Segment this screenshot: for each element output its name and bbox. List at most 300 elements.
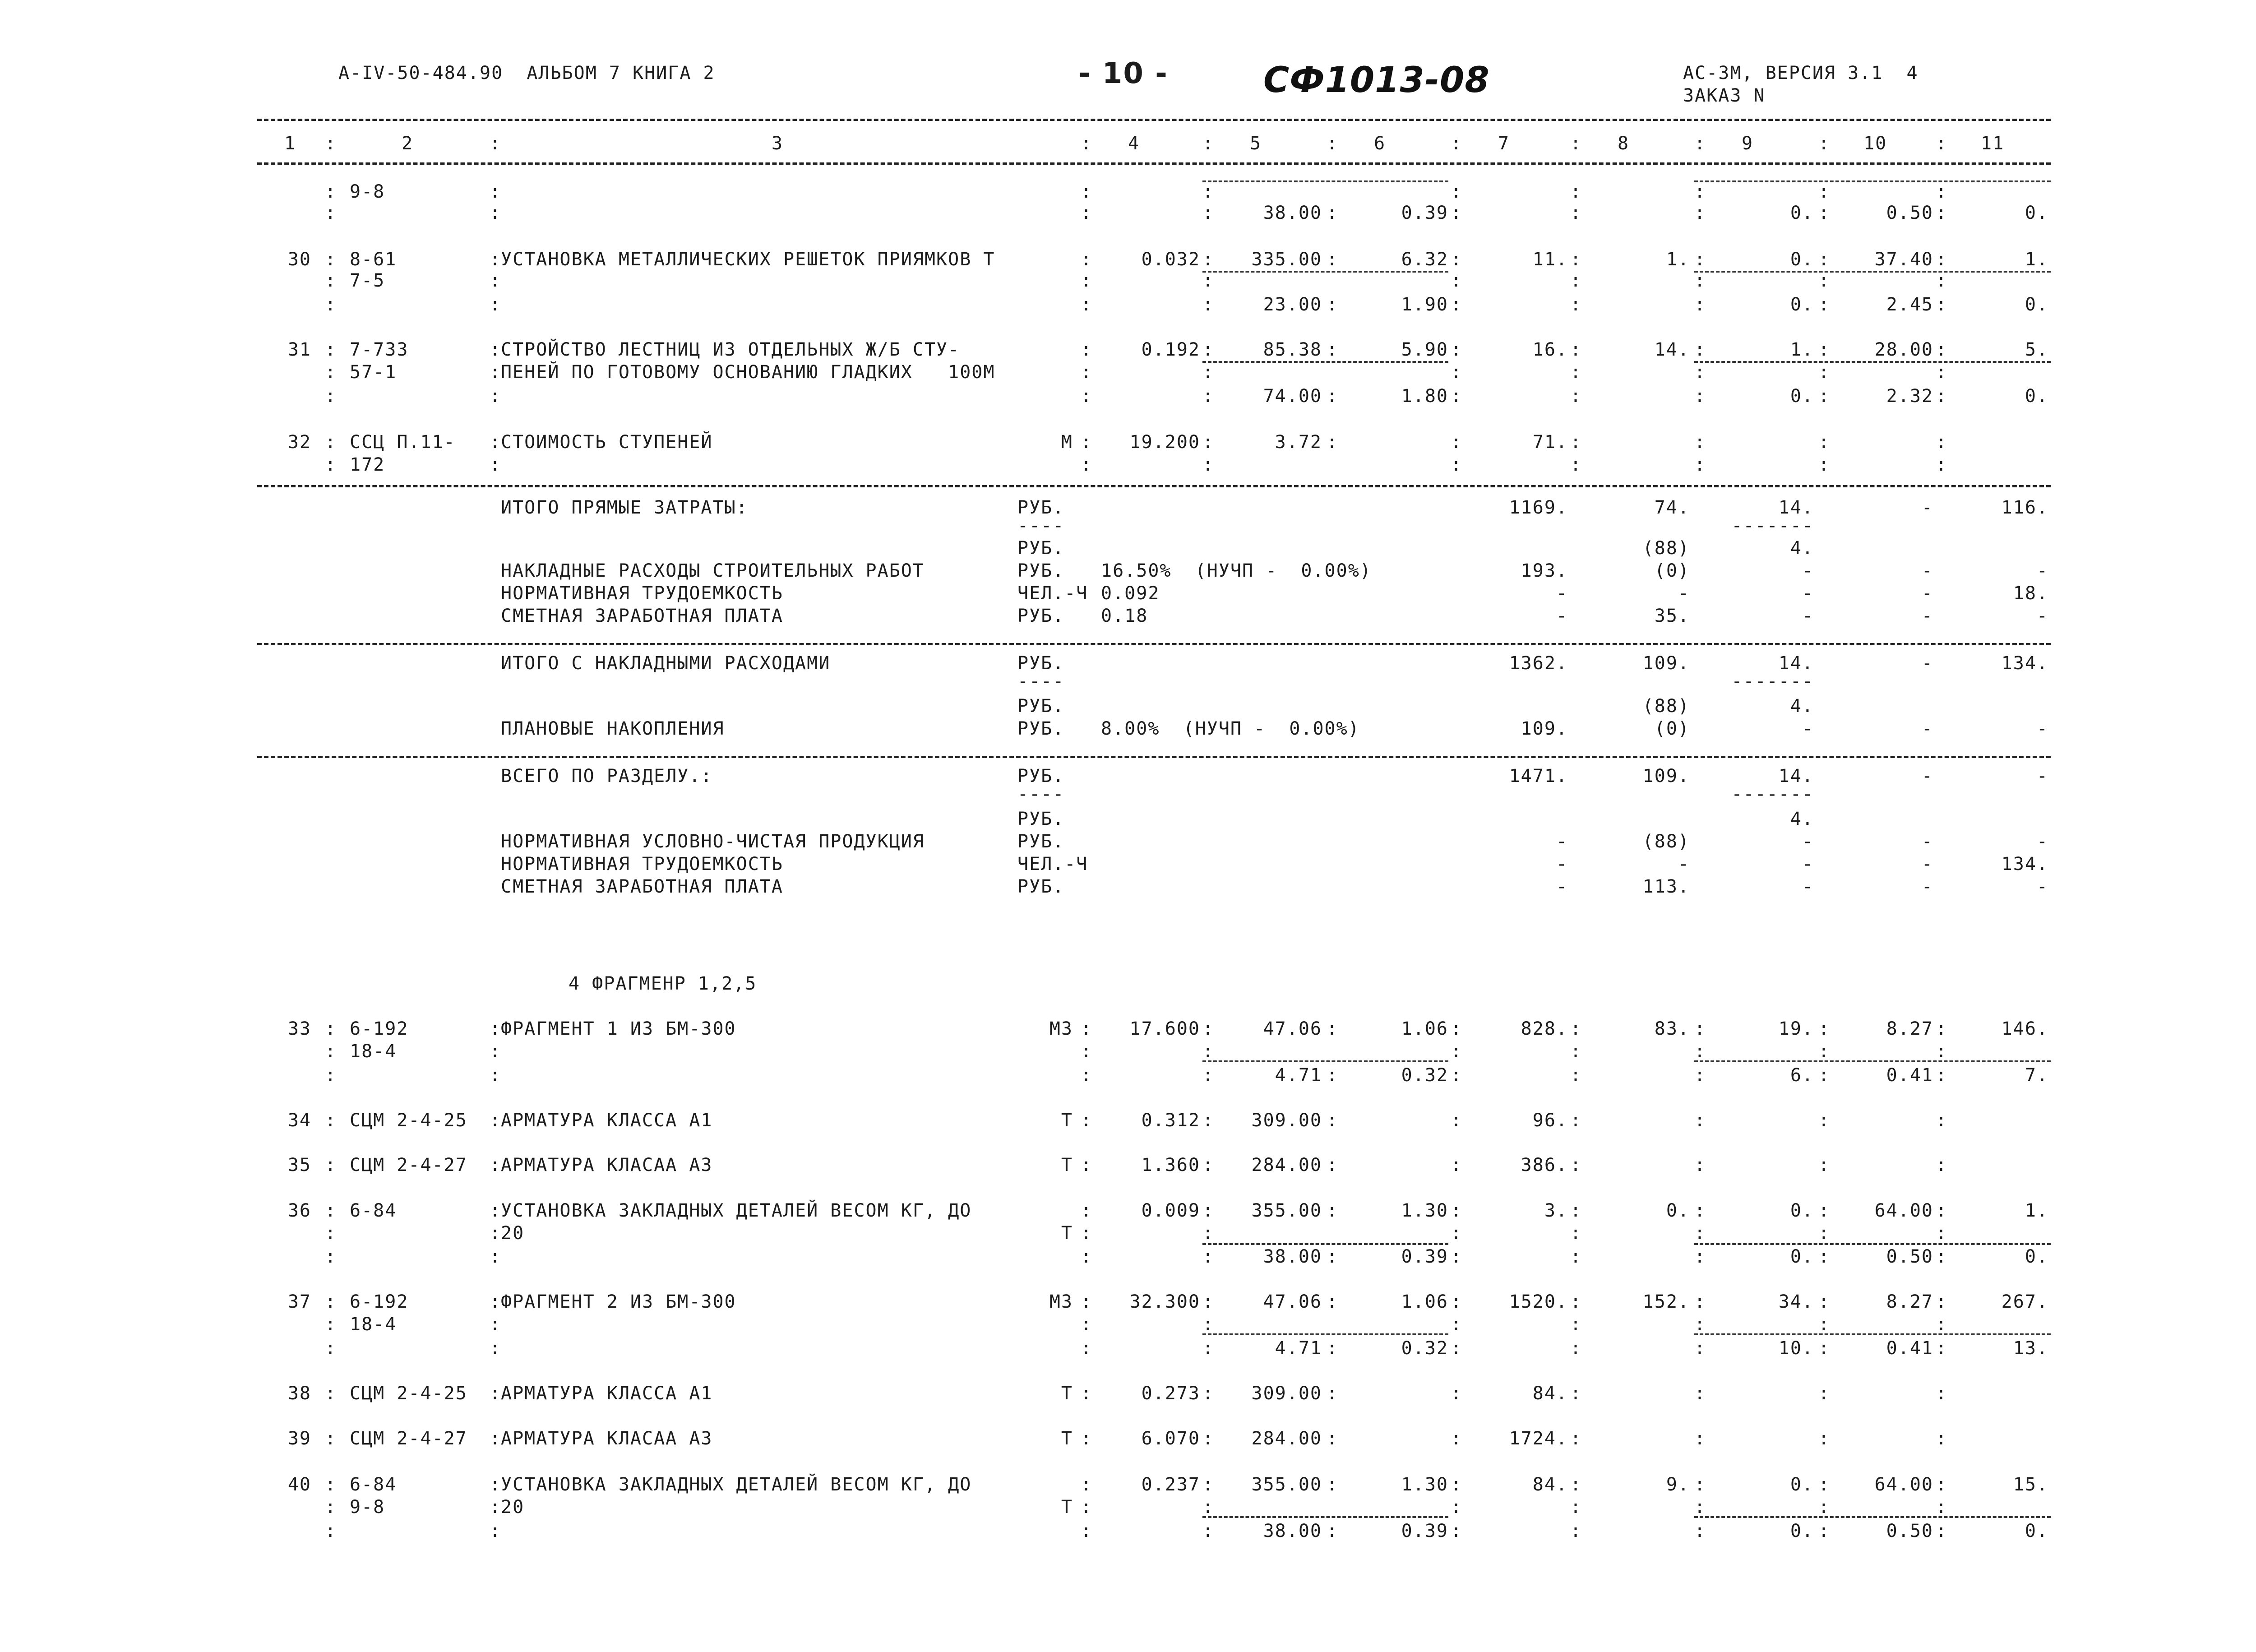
- summary-rate: 0.18: [1101, 606, 1148, 626]
- column-separator: :: [1451, 181, 1463, 202]
- column-separator: :: [1570, 294, 1582, 315]
- column-separator: :: [1694, 1474, 1706, 1495]
- summary-unit: РУБ.: [1017, 876, 1065, 897]
- cell-split-rule: [1202, 361, 1448, 363]
- column-separator: :: [1081, 1314, 1093, 1335]
- column-separator: :: [1327, 1246, 1339, 1267]
- column-separator: :: [490, 1521, 502, 1541]
- summary-value: 193.: [1521, 560, 1568, 581]
- column-separator: :: [1202, 1246, 1215, 1267]
- table-cell: 15.: [2013, 1474, 2048, 1495]
- table-cell: СЦМ 2-4-27: [350, 1155, 467, 1175]
- summary-unit: ЧЕЛ.-Ч: [1017, 854, 1088, 875]
- column-separator: :: [1202, 1338, 1215, 1359]
- column-separator: :: [1081, 362, 1093, 383]
- column-header: 5: [1250, 133, 1262, 154]
- column-separator: :: [1202, 386, 1215, 407]
- table-cell: 34: [287, 1110, 311, 1131]
- table-cell: 85.38: [1263, 339, 1322, 360]
- table-cell: СЦМ 2-4-27: [350, 1428, 467, 1449]
- column-separator: :: [1694, 1246, 1706, 1267]
- summary-label: ИТОГО С НАКЛАДНЫМИ РАСХОДАМИ: [501, 653, 831, 674]
- table-cell: 57-1: [350, 362, 397, 383]
- table-cell: 9-8: [350, 181, 385, 202]
- column-separator: :: [1570, 1200, 1582, 1221]
- table-cell: 3.72: [1275, 432, 1322, 453]
- column-separator: :: [1327, 1291, 1339, 1312]
- cell-split-rule: [1202, 271, 1448, 273]
- table-cell: 23.00: [1263, 294, 1322, 315]
- summary-value: 18.: [2013, 583, 2048, 604]
- column-separator: :: [1936, 1110, 1948, 1131]
- summary-rate: 8.00% (НУЧП - 0.00%): [1101, 718, 1360, 739]
- column-separator: :: [1202, 362, 1215, 383]
- column-separator: :: [1694, 1041, 1706, 1062]
- column-separator: :: [1202, 454, 1215, 475]
- column-separator: :: [1818, 1018, 1831, 1039]
- table-cell: 284.00: [1251, 1428, 1322, 1449]
- table-cell: 6-84: [350, 1200, 397, 1221]
- table-cell: 0.32: [1401, 1065, 1448, 1086]
- summary-unit: РУБ.: [1017, 766, 1065, 787]
- column-separator: :: [490, 454, 502, 475]
- summary-value: -------: [1731, 515, 1814, 536]
- table-cell: 18-4: [350, 1041, 397, 1062]
- table-cell: СЦМ 2-4-25: [350, 1383, 467, 1404]
- table-cell: 0.41: [1886, 1065, 1933, 1086]
- cell-split-rule: [1694, 1060, 2051, 1062]
- column-separator: :: [1694, 270, 1706, 291]
- table-cell: АРМАТУРА КЛАСАА А3: [501, 1428, 713, 1449]
- cell-split-rule: [1202, 1060, 1448, 1062]
- column-separator: :: [1936, 1497, 1948, 1518]
- table-cell: 1.: [2025, 1200, 2048, 1221]
- table-cell: 1.360: [1141, 1155, 1200, 1175]
- cell-split-rule: [1202, 1516, 1448, 1518]
- table-cell: 64.00: [1874, 1200, 1933, 1221]
- table-cell: 2.32: [1886, 386, 1933, 407]
- table-cell: 7-5: [350, 270, 385, 291]
- program-version: АС-3М, ВЕРСИЯ 3.1 4: [1683, 63, 1919, 83]
- column-separator: :: [1081, 1110, 1093, 1131]
- table-cell: 1.90: [1401, 294, 1448, 315]
- table-cell: 10.: [1778, 1338, 1814, 1359]
- column-separator: :: [1818, 294, 1831, 315]
- column-separator: :: [1081, 454, 1093, 475]
- column-separator: :: [1936, 1383, 1948, 1404]
- column-separator: :: [1451, 1338, 1463, 1359]
- column-separator: :: [1451, 386, 1463, 407]
- column-separator: :: [1694, 1314, 1706, 1335]
- column-separator: :: [490, 1314, 502, 1335]
- table-cell: 40: [287, 1474, 311, 1495]
- column-separator: :: [325, 362, 337, 383]
- summary-value: 14.: [1778, 653, 1814, 674]
- table-cell: 17.600: [1129, 1018, 1200, 1039]
- column-separator: :: [1936, 1155, 1948, 1175]
- column-separator: :: [1081, 1338, 1093, 1359]
- column-separator: :: [1818, 133, 1831, 154]
- table-cell: 1.30: [1401, 1200, 1448, 1221]
- column-separator: :: [1818, 1041, 1831, 1062]
- summary-value: 4.: [1790, 809, 1814, 829]
- section-title: 4 ФРАГМЕНР 1,2,5: [569, 973, 757, 994]
- table-cell: 0.312: [1141, 1110, 1200, 1131]
- column-separator: :: [1451, 1428, 1463, 1449]
- cell-split-rule: [1202, 1333, 1448, 1335]
- table-cell: АРМАТУРА КЛАСАА А3: [501, 1155, 713, 1175]
- table-cell: 146.: [2001, 1018, 2048, 1039]
- table-cell: 284.00: [1251, 1155, 1322, 1175]
- column-separator: :: [1202, 294, 1215, 315]
- table-cell: 172: [350, 454, 385, 475]
- summary-value: 14.: [1778, 497, 1814, 518]
- summary-value: -: [2036, 766, 2048, 787]
- page-number: - 10 -: [1078, 57, 1168, 90]
- table-cell: СТРОЙСТВО ЛЕСТНИЦ ИЗ ОТДЕЛЬНЫХ Ж/Б СТУ-: [501, 339, 960, 360]
- column-separator: :: [1570, 454, 1582, 475]
- table-cell: 0.39: [1401, 203, 1448, 223]
- column-separator: :: [1451, 1246, 1463, 1267]
- column-separator: :: [1818, 181, 1831, 202]
- table-cell: ФРАГМЕНТ 1 ИЗ БМ-300: [501, 1018, 736, 1039]
- column-separator: :: [1081, 249, 1093, 270]
- summary-value: -: [1802, 831, 1814, 852]
- table-cell: 37: [287, 1291, 311, 1312]
- table-cell: 1.06: [1401, 1291, 1448, 1312]
- column-separator: :: [1327, 203, 1339, 223]
- table-cell: 7-733: [350, 339, 409, 360]
- column-separator: :: [1936, 1223, 1948, 1244]
- column-separator: :: [1081, 339, 1093, 360]
- column-separator: :: [325, 339, 337, 360]
- column-separator: :: [1327, 294, 1339, 315]
- column-separator: :: [1081, 1200, 1093, 1221]
- handwritten-code: СФ1013-08: [1263, 60, 1490, 101]
- column-separator: :: [1818, 1497, 1831, 1518]
- column-separator: :: [1570, 339, 1582, 360]
- cell-split-rule: [1202, 1243, 1448, 1245]
- column-separator: :: [1570, 1314, 1582, 1335]
- unit-cell: М: [1061, 432, 1073, 453]
- column-header: 3: [772, 133, 784, 154]
- column-separator: :: [325, 1110, 337, 1131]
- column-separator: :: [1451, 1474, 1463, 1495]
- unit-cell: Т: [1061, 1428, 1073, 1449]
- column-separator: :: [1081, 1246, 1093, 1267]
- unit-cell: Т: [1061, 1497, 1073, 1518]
- column-separator: :: [1694, 1428, 1706, 1449]
- column-separator: :: [1936, 294, 1948, 315]
- column-separator: :: [1327, 1521, 1339, 1541]
- column-separator: :: [490, 203, 502, 223]
- column-separator: :: [1818, 432, 1831, 453]
- column-separator: :: [490, 1041, 502, 1062]
- table-cell: 36: [287, 1200, 311, 1221]
- column-separator: :: [1570, 386, 1582, 407]
- column-separator: :: [1451, 270, 1463, 291]
- table-cell: 0.39: [1401, 1246, 1448, 1267]
- table-cell: 19.200: [1129, 432, 1200, 453]
- column-separator: :: [1202, 1291, 1215, 1312]
- summary-label: СМЕТНАЯ ЗАРАБОТНАЯ ПЛАТА: [501, 876, 783, 897]
- section-rule: [257, 643, 2051, 645]
- table-cell: 8-61: [350, 249, 397, 270]
- table-cell: 0.32: [1401, 1338, 1448, 1359]
- table-cell: 3.: [1544, 1200, 1568, 1221]
- column-separator: :: [1570, 362, 1582, 383]
- table-cell: 355.00: [1251, 1474, 1322, 1495]
- column-separator: :: [490, 133, 502, 154]
- unit-cell: Т: [1061, 1110, 1073, 1131]
- column-separator: :: [1570, 1018, 1582, 1039]
- table-cell: 828.: [1521, 1018, 1568, 1039]
- summary-value: -: [1921, 718, 1933, 739]
- column-separator: :: [1570, 270, 1582, 291]
- table-cell: 32: [287, 432, 311, 453]
- column-separator: :: [1694, 181, 1706, 202]
- cell-split-rule: [1694, 361, 2051, 363]
- column-separator: :: [1694, 339, 1706, 360]
- column-separator: :: [1451, 294, 1463, 315]
- column-header: 7: [1498, 133, 1510, 154]
- column-separator: :: [490, 1246, 502, 1267]
- column-separator: :: [1818, 386, 1831, 407]
- column-separator: :: [1936, 362, 1948, 383]
- summary-rate: 0.092: [1101, 583, 1160, 604]
- column-separator: :: [1570, 1383, 1582, 1404]
- table-cell: 2.45: [1886, 294, 1933, 315]
- column-separator: :: [325, 1428, 337, 1449]
- column-separator: :: [1202, 270, 1215, 291]
- column-separator: :: [1818, 1200, 1831, 1221]
- column-separator: :: [1936, 1521, 1948, 1541]
- table-cell: 0.: [1790, 386, 1814, 407]
- column-separator: :: [325, 432, 337, 453]
- column-separator: :: [490, 249, 502, 270]
- column-separator: :: [1936, 270, 1948, 291]
- column-header: 8: [1618, 133, 1630, 154]
- cell-split-rule: [1694, 1333, 2051, 1335]
- summary-unit: РУБ.: [1017, 538, 1065, 559]
- table-cell: 38.00: [1263, 1521, 1322, 1541]
- table-cell: 1724.: [1509, 1428, 1568, 1449]
- table-cell: 37.40: [1874, 249, 1933, 270]
- column-separator: :: [1694, 1200, 1706, 1221]
- summary-value: -: [2036, 606, 2048, 626]
- table-cell: 0.: [1790, 1246, 1814, 1267]
- table-cell: 20: [501, 1223, 525, 1244]
- table-cell: ССЦ П.11-: [350, 432, 456, 453]
- summary-unit: РУБ.: [1017, 497, 1065, 518]
- column-separator: :: [325, 1521, 337, 1541]
- summary-value: -: [2036, 831, 2048, 852]
- table-cell: 14.: [1654, 339, 1690, 360]
- column-separator: :: [1818, 1383, 1831, 1404]
- table-cell: 1.: [1666, 249, 1690, 270]
- table-cell: 335.00: [1251, 249, 1322, 270]
- summary-label: НОРМАТИВНАЯ ТРУДОЕМКОСТЬ: [501, 854, 783, 875]
- column-separator: :: [1694, 1383, 1706, 1404]
- summary-value: -: [1921, 854, 1933, 875]
- table-cell: АРМАТУРА КЛАССА А1: [501, 1383, 713, 1404]
- column-separator: :: [1327, 1474, 1339, 1495]
- column-separator: :: [490, 432, 502, 453]
- column-separator: :: [1081, 1223, 1093, 1244]
- column-separator: :: [1202, 1065, 1215, 1086]
- column-separator: :: [1202, 249, 1215, 270]
- table-cell: ФРАГМЕНТ 2 ИЗ БМ-300: [501, 1291, 736, 1312]
- column-separator: :: [1202, 432, 1215, 453]
- table-cell: 35: [287, 1155, 311, 1175]
- column-separator: :: [1451, 249, 1463, 270]
- column-separator: :: [1936, 1338, 1948, 1359]
- summary-value: (0): [1654, 560, 1690, 581]
- summary-label: ВСЕГО ПО РАЗДЕЛУ.:: [501, 766, 713, 787]
- column-separator: :: [1818, 1155, 1831, 1175]
- column-header: 2: [402, 133, 414, 154]
- column-separator: :: [1694, 362, 1706, 383]
- summary-unit: ----: [1017, 784, 1065, 805]
- column-separator: :: [1570, 1428, 1582, 1449]
- summary-value: 134.: [2001, 653, 2048, 674]
- column-separator: :: [1451, 454, 1463, 475]
- column-separator: :: [1570, 1291, 1582, 1312]
- column-separator: :: [490, 1338, 502, 1359]
- table-cell: 0.41: [1886, 1338, 1933, 1359]
- table-cell: УСТАНОВКА МЕТАЛЛИЧЕСКИХ РЕШЕТОК ПРИЯМКОВ Т: [501, 249, 995, 270]
- column-separator: :: [1202, 133, 1215, 154]
- column-separator: :: [1081, 432, 1093, 453]
- column-separator: :: [1451, 1291, 1463, 1312]
- summary-rate: 16.50% (НУЧП - 0.00%): [1101, 560, 1372, 581]
- column-separator: :: [1327, 386, 1339, 407]
- summary-value: -: [1802, 854, 1814, 875]
- column-separator: :: [1202, 1018, 1215, 1039]
- table-cell: 267.: [2001, 1291, 2048, 1312]
- column-separator: :: [1818, 1291, 1831, 1312]
- table-cell: 0.237: [1141, 1474, 1200, 1495]
- column-separator: :: [1451, 133, 1463, 154]
- table-cell: 0.: [2025, 386, 2048, 407]
- column-separator: :: [1818, 1223, 1831, 1244]
- column-separator: :: [1818, 203, 1831, 223]
- column-separator: :: [325, 1155, 337, 1175]
- summary-value: 35.: [1654, 606, 1690, 626]
- summary-value: -------: [1731, 671, 1814, 692]
- summary-value: (88): [1642, 831, 1690, 852]
- table-cell: 6.32: [1401, 249, 1448, 270]
- column-separator: :: [325, 1497, 337, 1518]
- column-separator: :: [325, 294, 337, 315]
- column-separator: :: [1570, 203, 1582, 223]
- column-separator: :: [1451, 203, 1463, 223]
- table-cell: 84.: [1532, 1474, 1568, 1495]
- summary-value: -: [1678, 854, 1690, 875]
- column-separator: :: [1818, 339, 1831, 360]
- column-separator: :: [1694, 454, 1706, 475]
- column-separator: :: [1451, 1521, 1463, 1541]
- column-separator: :: [1694, 133, 1706, 154]
- column-separator: :: [1936, 1291, 1948, 1312]
- summary-value: -: [1556, 606, 1568, 626]
- summary-value: -: [1921, 831, 1933, 852]
- column-separator: :: [1081, 203, 1093, 223]
- table-cell: 16.: [1532, 339, 1568, 360]
- column-separator: :: [1451, 1200, 1463, 1221]
- summary-value: -: [1921, 766, 1933, 787]
- column-separator: :: [1936, 249, 1948, 270]
- table-cell: 20: [501, 1497, 525, 1518]
- column-separator: :: [1570, 1521, 1582, 1541]
- summary-unit: РУБ.: [1017, 809, 1065, 829]
- column-separator: :: [1818, 249, 1831, 270]
- table-cell: 0.: [1790, 249, 1814, 270]
- summary-value: 109.: [1642, 653, 1690, 674]
- summary-value: 109.: [1642, 766, 1690, 787]
- unit-cell: Т: [1061, 1155, 1073, 1175]
- column-separator: :: [1081, 386, 1093, 407]
- summary-value: 1471.: [1509, 766, 1568, 787]
- table-cell: 0.: [1790, 1474, 1814, 1495]
- summary-label: ПЛАНОВЫЕ НАКОПЛЕНИЯ: [501, 718, 725, 739]
- column-separator: :: [325, 1246, 337, 1267]
- table-cell: 309.00: [1251, 1110, 1322, 1131]
- column-separator: :: [325, 1474, 337, 1495]
- column-separator: :: [1327, 1065, 1339, 1086]
- table-cell: 6-192: [350, 1018, 409, 1039]
- table-cell: 30: [287, 249, 311, 270]
- summary-value: -: [2036, 560, 2048, 581]
- table-cell: АРМАТУРА КЛАССА А1: [501, 1110, 713, 1131]
- table-cell: СЦМ 2-4-25: [350, 1110, 467, 1131]
- album-reference: А-IV-50-484.90 АЛЬБОМ 7 КНИГА 2: [338, 63, 715, 83]
- column-separator: :: [1570, 1474, 1582, 1495]
- table-cell: УСТАНОВКА ЗАКЛАДНЫХ ДЕТАЛЕЙ ВЕСОМ КГ, ДО: [501, 1474, 972, 1495]
- column-separator: :: [1081, 1521, 1093, 1541]
- column-separator: :: [1694, 1497, 1706, 1518]
- column-separator: :: [1570, 432, 1582, 453]
- column-header: 1: [284, 133, 296, 154]
- column-separator: :: [490, 1497, 502, 1518]
- table-cell: 309.00: [1251, 1383, 1322, 1404]
- column-separator: :: [1936, 1314, 1948, 1335]
- table-cell: 96.: [1532, 1110, 1568, 1131]
- column-separator: :: [1327, 1428, 1339, 1449]
- summary-value: -: [1921, 876, 1933, 897]
- table-cell: 18-4: [350, 1314, 397, 1335]
- unit-cell: М3: [1049, 1291, 1073, 1312]
- summary-label: НОРМАТИВНАЯ ТРУДОЕМКОСТЬ: [501, 583, 783, 604]
- column-separator: :: [1202, 1223, 1215, 1244]
- table-cell: 5.: [2025, 339, 2048, 360]
- table-cell: 6.070: [1141, 1428, 1200, 1449]
- column-separator: :: [325, 181, 337, 202]
- column-separator: :: [1202, 1200, 1215, 1221]
- summary-value: -------: [1731, 784, 1814, 805]
- column-separator: :: [1081, 270, 1093, 291]
- column-separator: :: [1081, 1497, 1093, 1518]
- table-cell: 0.273: [1141, 1383, 1200, 1404]
- table-cell: 38.00: [1263, 203, 1322, 223]
- column-separator: :: [325, 1041, 337, 1062]
- summary-unit: РУБ.: [1017, 831, 1065, 852]
- table-cell: 1.06: [1401, 1018, 1448, 1039]
- table-cell: 83.: [1654, 1018, 1690, 1039]
- column-separator: :: [1818, 1314, 1831, 1335]
- column-separator: :: [1202, 1155, 1215, 1175]
- column-separator: :: [1451, 1314, 1463, 1335]
